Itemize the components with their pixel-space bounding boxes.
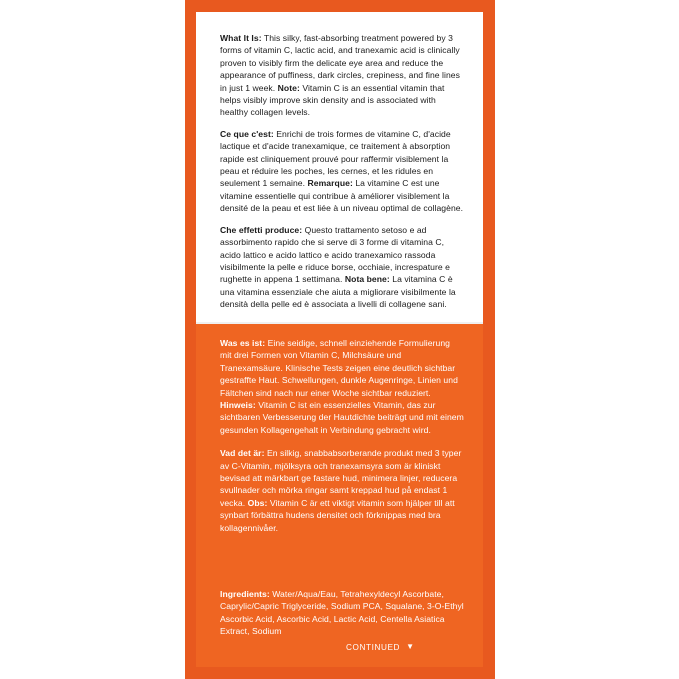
text-was-es-ist: Eine seidige, schnell einziehende Formulierung mit drei Formen von Vitamin C, Milchsäure und Tranexamsäure. Klinische Tests zeigen eine deutlich sichtbar gestraffte Haut. Schwellungen, dunkle Augenringe, Linien und Fältchen sind nach nur einer Woche sichtbar reduziert.	[220, 338, 458, 398]
right-orange-edge	[483, 0, 495, 679]
orange-section-body	[220, 337, 464, 545]
label-hinweis: Hinweis:	[220, 400, 256, 411]
paragraph-german	[220, 337, 464, 436]
triangle-down-icon: ▼	[406, 642, 415, 651]
label-che-effetti-produce: Che effetti produce:	[220, 224, 303, 235]
label-nota-bene: Nota bene:	[344, 274, 390, 285]
text-vad-det-ar: En silkig, snabbabsorberande produkt med 3 typer av C-Vitamin, mjölksyra och tranexamsyra som är kliniskt bevisad att märkbart ge fastare hud, minimera linjer, reducera svullnader och mörka ringar samt kreppad hud på endast 1 vecka.	[220, 448, 462, 508]
text-remarque: La vitamine C est une vitamine essentielle qui contribue à améliorer visiblement la densité de la peau et est liée à un niveau optimal de collagène.	[220, 178, 464, 214]
text-obs: Vitamin C är ett viktigt vitamin som hjälper till att synbart förbättra hudens densitet och förknippas med bra kollagennivåer.	[220, 497, 455, 533]
orange-text-section	[196, 324, 483, 667]
label-ingredients: Ingredients:	[220, 589, 270, 599]
bottom-orange-band	[185, 667, 495, 679]
paragraph-english	[220, 32, 464, 119]
white-text-section	[196, 12, 483, 324]
paragraph-swedish	[220, 447, 464, 534]
ingredients-block	[220, 588, 468, 638]
label-vad-det-ar: Vad det är:	[220, 448, 265, 459]
label-ce-que-cest: Ce que c'est:	[220, 128, 274, 139]
text-ce-que-cest: Enrichi de trois formes de vitamine C, d'acide lactique et d'acide tranexamique, ce traitement à absorption rapide est cliniquement prouvé pour raffermir visiblement la peau et réduire les poches, les cernes, et les ridules en seulement 1 semaine.	[220, 128, 451, 189]
text-ingredients: Water/Aqua/Eau, Tetrahexyldecyl Ascorbate, Caprylic/Capric Triglyceride, Sodium PCA, Squalane, 3-O-Ethyl Ascorbic Acid, Ascorbic Acid, Lactic Acid, Centella Asiatica Extract, Sodium	[220, 589, 464, 637]
paragraph-french	[220, 128, 464, 215]
text-what-it-is: This silky, fast-absorbing treatment powered by 3 forms of vitamin C, lactic acid, and tranexamic acid is clinically proven to visibly firm the delicate eye area and reduce the appearance of puffiness, dark circles, crepiness, and fine lines in just 1 week.	[220, 33, 460, 93]
ingredients-paragraph	[220, 588, 468, 638]
continued-label: CONTINUED	[346, 643, 401, 652]
text-note-en: Vitamin C is an essential vitamin that helps visibly improve skin density and is associated with healthy collagen levels.	[220, 82, 445, 118]
label-remarque: Remarque:	[307, 178, 353, 189]
label-what-it-is: What It Is:	[220, 33, 262, 43]
continued-notice	[346, 642, 486, 652]
label-was-es-ist: Was es ist:	[220, 338, 266, 348]
text-hinweis: Vitamin C ist ein essenzielles Vitamin, das zur sichtbaren Verbesserung der Hautdichte beiträgt und mit einem gesunden Kollagengehalt in Verbindung gebracht wird.	[220, 400, 464, 435]
text-nota-bene: La vitamina C è una vitamina essenziale che aiuta a migliorare visibilmente la densità della pelle ed è associata a livelli di collagene sani.	[220, 274, 456, 310]
top-orange-band	[185, 0, 495, 12]
text-che-effetti-produce: Questo trattamento setoso e ad assorbimento rapido che si serve di 3 forme di vitamina C, acido lattico e acido lattico e acido tranexamico rassoda visibilmente la pelle e riduce borse, occhiaie, increspature e rughette in appena 1 settimana.	[220, 224, 450, 285]
carton-panel	[185, 0, 495, 679]
white-section-body	[220, 32, 464, 320]
left-orange-edge	[185, 0, 196, 679]
label-note-en: Note:	[277, 82, 300, 93]
paragraph-italian	[220, 224, 464, 311]
label-obs: Obs:	[247, 497, 268, 508]
